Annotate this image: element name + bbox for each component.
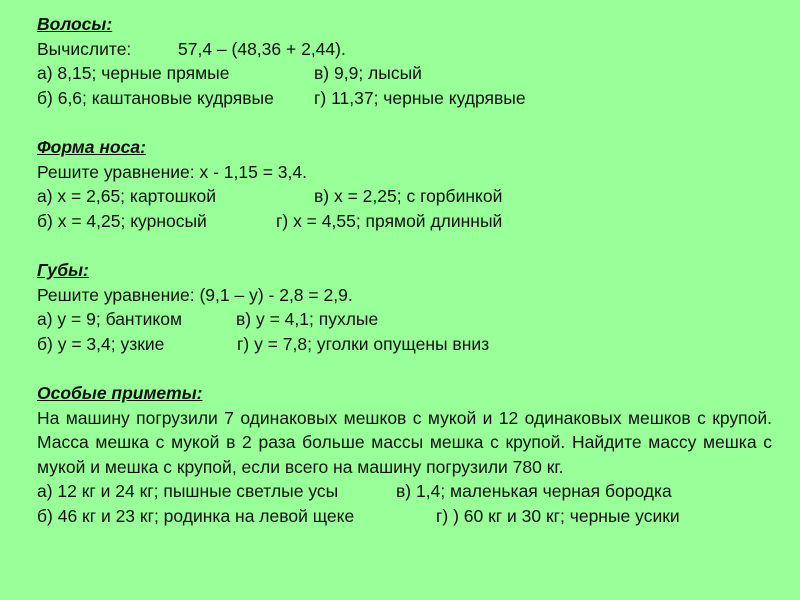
lips-option-a: а) у = 9; бантиком — [37, 309, 182, 330]
features-option-b: б) 46 кг и 23 кг; родинка на левой щеке — [37, 505, 355, 526]
hair-task — [37, 37, 772, 62]
nose-options-row-1 — [37, 184, 772, 209]
features-problem: На машину погрузили 7 одинаковых мешков с мукой и 12 одинаковых мешков с крупой. Масса мешка с мукой в 2 раза больше массы мешка с крупой. Найдите массу мешка с мукой и мешка с крупой, если всего на машину погрузили 780 кг. — [37, 407, 772, 477]
spacer — [37, 110, 772, 135]
hair-option-b: б) 6,6; каштановые кудрявые — [37, 87, 274, 108]
features-heading: Особые приметы: — [37, 382, 203, 403]
nose-options-row-2 — [37, 209, 772, 234]
nose-option-a: а) х = 2,65; картошкой — [37, 186, 216, 207]
hair-task-label: Вычислите: — [37, 38, 132, 59]
nose-option-b: б) х = 4,25; курносый — [37, 210, 207, 231]
lips-options-row-2 — [37, 332, 772, 357]
nose-option-g: г) х = 4,55; прямой длинный — [276, 210, 503, 231]
nose-heading: Форма носа: — [37, 136, 146, 157]
hair-options-row-2 — [37, 86, 772, 111]
hair-option-g: г) 11,37; черные кудрявые — [314, 87, 526, 108]
spacer — [37, 356, 772, 381]
lips-options-row-1 — [37, 307, 772, 332]
lips-heading: Губы: — [37, 259, 89, 280]
hair-options-row-1 — [37, 61, 772, 86]
hair-option-a: а) 8,15; черные прямые — [37, 63, 230, 84]
lips-option-b: б) у = 3,4; узкие — [37, 333, 165, 354]
hair-task-expression: 57,4 – (48,36 + 2,44). — [178, 38, 346, 59]
lips-option-g: г) у = 7,8; уголки опущены вниз — [237, 333, 490, 354]
nose-task: Решите уравнение: х - 1,15 = 3,4. — [37, 161, 307, 182]
features-option-v: в) 1,4; маленькая черная бородка — [396, 481, 672, 502]
lips-option-v: в) у = 4,1; пухлые — [236, 309, 379, 330]
features-options-row-1 — [37, 479, 772, 504]
hair-heading: Волосы: — [37, 14, 113, 34]
hair-option-v: в) 9,9; лысый — [314, 63, 422, 84]
spacer — [37, 233, 772, 258]
features-options-row-2 — [37, 504, 772, 529]
slide-content — [37, 12, 772, 528]
lips-task: Решите уравнение: (9,1 – у) - 2,8 = 2,9. — [37, 284, 353, 305]
nose-option-v: в) х = 2,25; с горбинкой — [314, 186, 503, 207]
features-option-a: а) 12 кг и 24 кг; пышные светлые усы — [37, 481, 339, 502]
features-option-g: г) ) 60 кг и 30 кг; черные усики — [436, 505, 680, 526]
